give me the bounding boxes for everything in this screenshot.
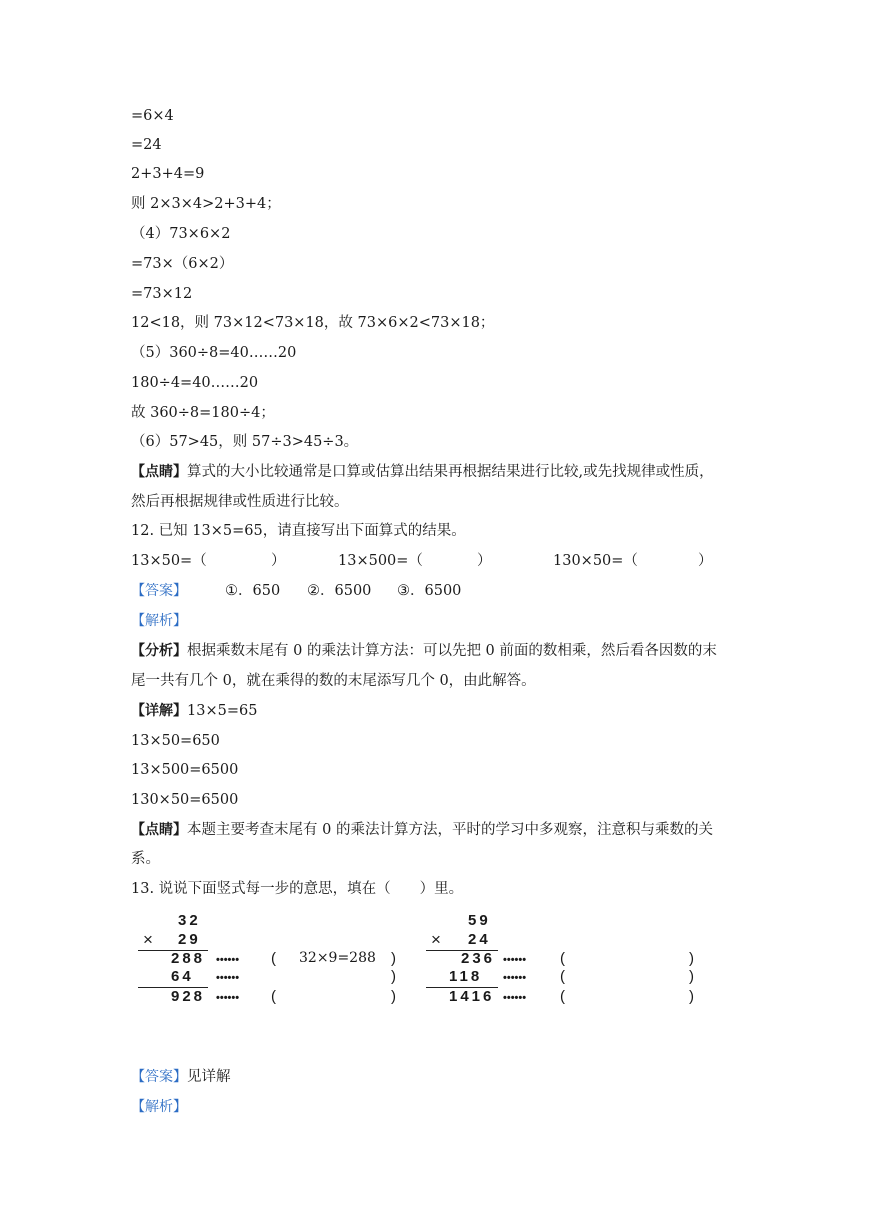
dot-leader: •••••• [503,954,527,966]
times-sign: × [431,930,441,949]
xiangjie-tag: 【详解】 [131,703,187,719]
close-paren: ) [391,988,396,1005]
text-line: =24 [131,137,162,153]
blank-expression-3: 130×50=（ [553,553,638,569]
text-line: =73×12 [131,286,193,302]
open-paren: ( [560,988,565,1005]
vertical-multiplication-right [423,912,713,1007]
fenxi-text-cont: 尾一共有几个 0，就在乘得的数的末尾添写几个 0，由此解答。 [131,673,536,689]
fill-answer: 32×9=288 [299,950,376,966]
close-paren: ) [689,968,694,985]
text-line: =73×（6×2） [131,256,234,272]
close-paren: ) [391,950,396,967]
multiplicand: 59 [468,912,491,929]
fenxi-paragraph [131,641,717,661]
blank-close-1: ） [271,553,286,569]
close-paren: ) [689,950,694,967]
blank-close-2: ） [477,553,492,569]
blank-expression-1: 13×50=（ [131,553,207,569]
final-product: 928 [171,988,206,1005]
dot-leader: •••••• [503,992,527,1004]
close-paren: ) [689,988,694,1005]
final-product: 1416 [449,988,495,1005]
dot-leader: •••••• [503,972,527,984]
jiexi-tag: 【解析】 [131,1099,187,1115]
text-line: （6）57>45，则 57÷3>45÷3。 [131,434,359,450]
dot-leader: •••••• [216,972,240,984]
answer-3: ③．6500 [397,583,462,599]
blank-expression-2: 13×500=（ [338,553,423,569]
xiangjie-line: 13×50=650 [131,733,220,749]
text-line: （5）360÷8=40……20 [131,345,297,361]
xiangjie-line: 13×5=65 [187,703,258,719]
answer-row [131,581,462,601]
open-paren: ( [271,950,276,967]
text-line: 12<18，则 73×12<73×18，故 73×6×2<73×18； [131,315,495,331]
open-paren: ( [560,968,565,985]
dianjing-text-cont: 系。 [131,851,160,867]
question-stem: 12. 已知 13×5=65，请直接写出下面算式的结果。 [131,523,466,539]
dianjing-tag: 【点睛】 [131,464,187,480]
answer-row [131,1067,231,1087]
dianjing-text: 本题主要考查末尾有 0 的乘法计算方法，平时的学习中多观察，注意积与乘数的关 [187,822,713,838]
dot-leader: •••••• [216,992,240,1004]
open-paren: ( [271,988,276,1005]
answer-text: 见详解 [187,1069,231,1085]
times-sign: × [143,930,153,949]
partial-product-1: 236 [461,950,496,967]
dianjing-paragraph [131,462,714,482]
text-line: （4）73×6×2 [131,226,231,242]
answer-2: ②．6500 [307,583,372,599]
dianjing-text-cont: 然后再根据规律或性质进行比较。 [131,494,349,510]
multiplicand: 32 [178,912,201,929]
answer-tag: 【答案】 [131,583,187,599]
partial-product-2: 118 [449,968,483,985]
blank-close-3: ） [698,553,713,569]
text-line: 180÷4=40……20 [131,375,259,391]
text-line: =6×4 [131,108,174,124]
jiexi-tag: 【解析】 [131,613,187,629]
dianjing-paragraph [131,820,713,840]
dianjing-tag: 【点睛】 [131,822,187,838]
fenxi-tag: 【分析】 [131,643,187,659]
xiangjie-line: 130×50=6500 [131,792,239,808]
answer-1: ①．650 [225,583,281,599]
close-paren: ) [391,968,396,985]
multiplier: 24 [468,931,491,948]
multiplier: 29 [178,931,201,948]
dot-leader: •••••• [216,954,240,966]
xiangjie-paragraph [131,701,257,721]
text-line: 故 360÷8=180÷4； [131,405,275,421]
partial-product-2: 64 [171,968,194,985]
fenxi-text: 根据乘数末尾有 0 的乘法计算方法：可以先把 0 前面的数相乘，然后看各因数的末 [187,643,717,659]
dianjing-text: 算式的大小比较通常是口算或估算出结果再根据结果进行比较,或先找规律或性质， [187,464,714,480]
open-paren: ( [560,950,565,967]
text-line: 2+3+4=9 [131,166,205,182]
question-stem: 13. 说说下面竖式每一步的意思，填在（ ）里。 [131,881,464,897]
fill-blank-row [131,551,713,571]
text-line: 则 2×3×4>2+3+4； [131,196,281,212]
answer-tag: 【答案】 [131,1069,187,1085]
vertical-multiplication-left [135,912,415,1007]
xiangjie-line: 13×500=6500 [131,762,239,778]
partial-product-1: 288 [171,950,206,967]
